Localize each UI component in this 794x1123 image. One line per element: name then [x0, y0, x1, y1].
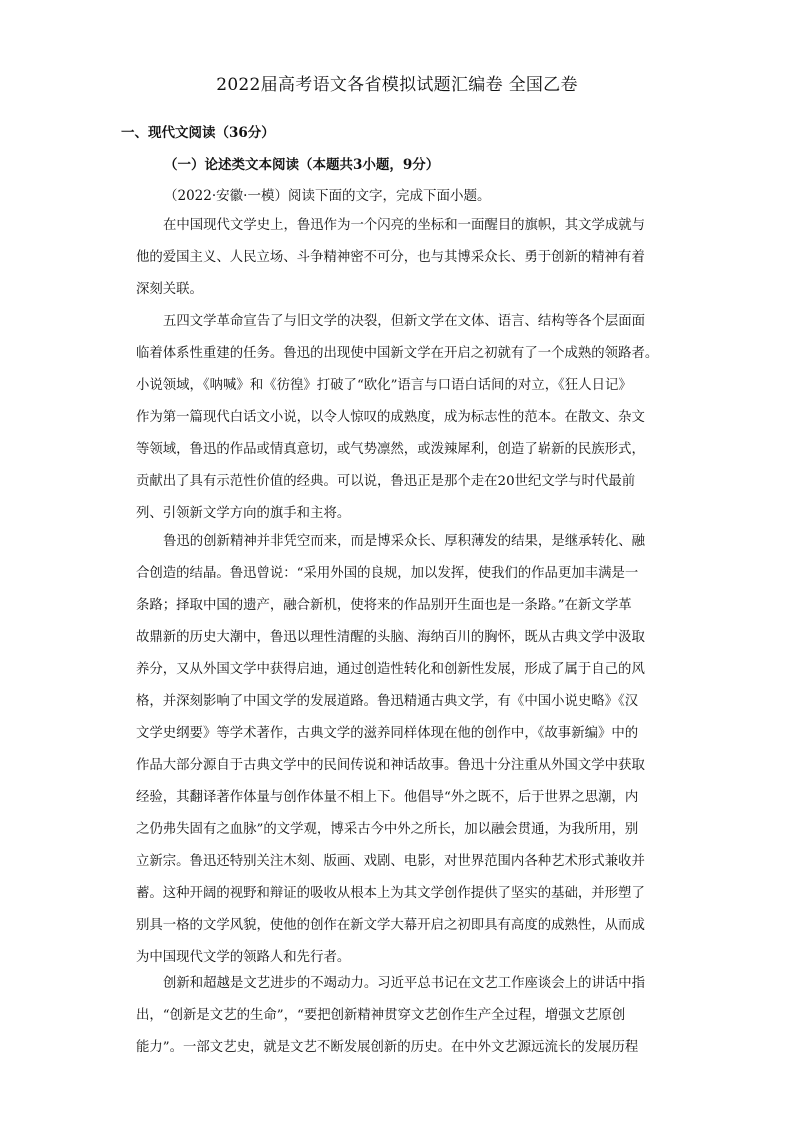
paragraph-line: 在中国现代文学史上，鲁迅作为一个闪亮的坐标和一面醒目的旗帜，其文学成就与 [163, 218, 646, 233]
paragraph-line: 为中国现代文学的领路人和先行者。 [136, 950, 351, 965]
paragraph-line: 别具一格的文学风貌，使他的创作在新文学大幕开启之初即具有高度的成熟性，从而成 [136, 918, 645, 933]
paragraph-line: 能力”。一部文艺史，就是文艺不断发展创新的历史。在中外文艺源远流长的发展历程 [136, 1040, 639, 1055]
paragraph-line: 五四文学革命宣告了与旧文学的决裂，但新文学在文体、语言、结构等各个层面面 [163, 314, 646, 329]
paragraph-line: 他的爱国主义、人民立场、斗争精神密不可分，也与其博采众长、勇于创新的精神有着 [136, 250, 645, 265]
paragraph-line: 格，并深刻影响了中国文学的发展道路。鲁迅精通古典文学，有《中国小说史略》《汉 [136, 694, 639, 709]
paragraph-line: 等领域，鲁迅的作品或情真意切，或气势凛然，或泼辣犀利，创造了崭新的民族形式， [136, 442, 645, 457]
paragraph-line: 作品大部分源自于古典文学中的民间传说和神话故事。鲁迅十分注重从外国文学中获取 [136, 758, 645, 773]
paragraph-line: 贡献出了具有示范性价值的经典。可以说，鲁迅正是那个走在20世纪文学与时代最前 [136, 474, 636, 489]
paragraph-line: 合创造的结晶。鲁迅曾说：“采用外国的良规，加以发挥，使我们的作品更加丰满是一 [136, 566, 639, 581]
paragraph-line: 经验，其翻译著作体量与创作体量不相上下。他倡导“外之既不，后于世界之思潮，内 [136, 790, 639, 805]
paragraph-line: 蓄。这种开阔的视野和辩证的吸收从根本上为其文学创作提供了坚实的基础，并形塑了 [136, 886, 645, 901]
paragraph-line: 立新宗。鲁迅还特别关注木刻、版画、戏剧、电影，对世界范围内各种艺术形式兼收并 [136, 854, 645, 869]
paragraph-3 [136, 526, 662, 974]
paragraph-1 [136, 210, 662, 306]
section-heading: 一、现代文阅读（36分） [121, 125, 275, 141]
paragraph-line: 文学史纲要》等学术著作，古典文学的滋养同样体现在他的创作中，《故事新编》中的 [136, 726, 639, 741]
paragraph-line: 列、引领新文学方向的旗手和主将。 [136, 506, 351, 521]
paragraph-line: 条路；择取中国的遗产，融合新机，使将来的作品别开生面也是一条路。”在新文学革 [136, 598, 632, 613]
paragraph-line: 出，“创新是文艺的生命”，“要把创新精神贯穿文艺创作生产全过程，增强文艺原创 [136, 1008, 626, 1023]
paragraph-line: 小说领域，《呐喊》和《彷徨》打破了“欧化”语言与口语白话间的对立，《狂人日记》 [136, 378, 632, 393]
paragraph-2 [136, 306, 662, 530]
source-note: （2022·安徽·一模）阅读下面的文字，完成下面小题。 [164, 188, 491, 204]
paragraph-line: 深刻关联。 [136, 282, 203, 297]
paragraph-line: 临着体系性重建的任务。鲁迅的出现使中国新文学在开启之初就有了一个成熟的领路者。 [136, 346, 659, 361]
document-title: 2022届高考语文各省模拟试题汇编卷 全国乙卷 [216, 75, 578, 95]
paragraph-line: 之仍弗失固有之血脉”的文学观，博采古今中外之所长，加以融会贯通，为我所用，别 [136, 822, 639, 837]
subsection-heading: （一）论述类文本阅读（本题共3小题，9分） [164, 157, 440, 173]
paragraph-line: 鲁迅的创新精神并非凭空而来，而是博采众长、厚积薄发的结果，是继承转化、融 [163, 534, 646, 549]
paragraph-4 [136, 968, 662, 1064]
paragraph-line: 故鼎新的历史大潮中，鲁迅以理性清醒的头脑、海纳百川的胸怀，既从古典文学中汲取 [136, 630, 645, 645]
paragraph-line: 作为第一篇现代白话文小说，以令人惊叹的成熟度，成为标志性的范本。在散文、杂文 [136, 410, 645, 425]
paragraph-line: 创新和超越是文艺进步的不竭动力。习近平总书记在文艺工作座谈会上的讲话中指 [163, 976, 646, 991]
paragraph-line: 养分，又从外国文学中获得启迪，通过创造性转化和创新性发展，形成了属于自己的风 [136, 662, 645, 677]
